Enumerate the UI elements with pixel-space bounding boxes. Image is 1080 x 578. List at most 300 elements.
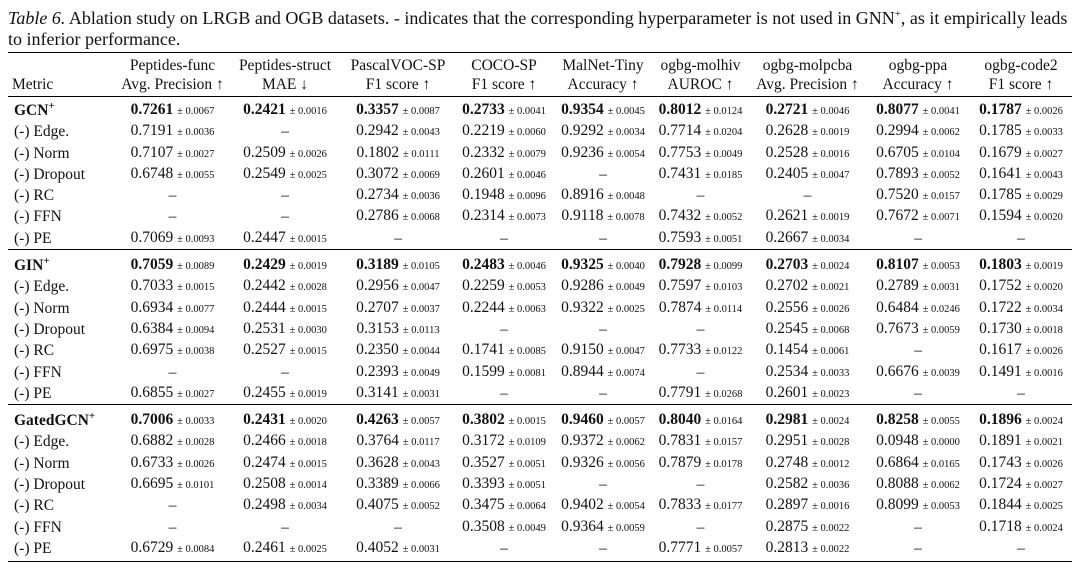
cell-value: 0.6975 [130,341,174,359]
cell-std: ± 0.0015 [508,416,546,428]
dataset-name: Peptides-func [129,57,216,74]
column-header [970,53,1072,97]
cell-value: – [599,320,607,338]
table-cell [749,164,866,185]
cell-value: 0.1722 [979,298,1022,316]
table-cell [970,250,1072,277]
cell-std: ± 0.0049 [402,367,440,379]
cell-value: 0.1718 [979,517,1022,535]
cell-std: ± 0.0041 [508,106,546,117]
dataset-name: ogbg-molhiv [660,57,741,74]
table-cell [749,250,866,277]
table-cell [454,121,554,142]
cell-std: ± 0.0036 [402,191,440,203]
table-cell [228,185,342,206]
cell-std: ± 0.0028 [289,282,327,294]
cell-value: 0.2528 [765,143,809,161]
cell-value: 0.2556 [765,298,809,316]
cell-std: ± 0.0027 [1025,480,1063,492]
row-label [8,121,117,142]
table-cell [117,185,228,206]
cell-std: ± 0.0027 [177,388,215,400]
column-header [554,53,652,97]
cell-value: 0.3172 [462,432,505,450]
metric-name: AUROC ↑ [667,76,734,93]
cell-std: ± 0.0026 [177,458,215,470]
cell-std: ± 0.0062 [922,480,960,492]
table-cell [342,431,454,452]
cell-value: 0.7520 [876,186,919,204]
cell-std: ± 0.0246 [922,303,960,315]
cell-value: 0.2431 [243,411,286,429]
cell-value: 0.9322 [561,298,604,316]
cell-std: ± 0.0022 [812,522,850,534]
cell-std: ± 0.0024 [812,416,850,428]
cell-value: 0.2393 [356,362,399,380]
table-cell [228,143,342,164]
cell-value: 0.7833 [658,496,702,514]
cell-value: 0.1617 [979,341,1022,359]
table-cell [454,143,554,164]
cell-std: ± 0.0043 [402,458,440,470]
cell-value: 0.2483 [462,256,505,274]
table-cell [342,298,454,319]
cell-std: ± 0.0015 [289,303,327,315]
cell-value: 0.6864 [876,453,919,471]
cell-value: 0.1641 [979,164,1022,182]
table-cell [342,276,454,297]
row-label-text: GCN [14,102,49,119]
cell-value: – [599,384,607,402]
cell-std: ± 0.0054 [607,501,645,513]
table-cell [228,362,342,383]
cell-value: 0.2259 [462,277,505,295]
cell-value: 0.2702 [765,277,809,295]
cell-value: – [803,187,812,205]
cell-value: 0.7059 [130,256,174,274]
cell-value: 0.7879 [658,453,702,471]
cell-value: 0.3357 [356,101,399,118]
cell-std: ± 0.0051 [508,480,546,492]
cell-value: 0.1679 [979,143,1022,161]
row-label [8,298,117,319]
cell-value: 0.2703 [765,256,809,274]
table-cell [117,495,228,516]
dataset-name: MalNet-Tiny [562,57,644,74]
cell-std: ± 0.0031 [922,282,960,294]
table-cell [749,453,866,474]
ablation-row [8,143,1072,164]
table-cell [866,495,970,516]
cell-std: ± 0.0021 [812,282,850,294]
row-label [8,143,117,164]
cell-value: 0.2531 [243,319,286,337]
cell-value: 0.9354 [561,101,604,118]
cell-std: ± 0.0015 [289,346,327,358]
table-cell [228,298,342,319]
cell-std: ± 0.0018 [289,437,327,449]
cell-value: 0.2444 [243,298,286,316]
table-cell [970,453,1072,474]
table-cell [866,228,970,250]
cell-std: ± 0.0049 [607,282,645,294]
table-cell [749,431,866,452]
table-cell [454,250,554,277]
cell-value: 0.2498 [243,496,286,514]
cell-std: ± 0.0041 [922,106,960,117]
cell-value: 0.2447 [243,228,286,246]
table-cell [342,97,454,122]
table-cell [749,538,866,562]
cell-value: – [500,320,508,338]
table-cell [454,453,554,474]
cell-std: ± 0.0049 [508,522,546,534]
cell-value: 0.2734 [356,186,399,204]
cell-value: 0.2601 [462,164,505,182]
cell-value: 0.7714 [658,122,702,140]
cell-value: 0.7431 [658,164,702,182]
cell-value: 0.2628 [765,122,809,140]
cell-value: 0.2534 [765,362,809,380]
cell-value: 0.2545 [765,319,809,337]
cell-value: 0.6705 [876,143,919,161]
table-cell [652,340,749,361]
cell-std: ± 0.0074 [607,367,645,379]
table-cell [228,474,342,495]
cell-std: ± 0.0025 [289,169,327,181]
row-label-text: (-) Norm [14,144,70,162]
cell-std: ± 0.0046 [508,261,546,273]
table-cell [866,517,970,538]
table-cell [342,250,454,277]
cell-std: ± 0.0124 [705,106,743,117]
dataset-name: PascalVOC-SP [350,57,446,74]
row-label-text: (-) RC [14,497,55,515]
table-cell [554,319,652,340]
cell-std: ± 0.0046 [508,169,546,181]
cell-value: 0.2405 [765,164,809,182]
cell-std: ± 0.0026 [1025,106,1063,117]
cell-std: ± 0.0036 [177,127,215,139]
cell-std: ± 0.0025 [289,543,327,555]
table-cell [749,185,866,206]
table-cell [652,185,749,206]
cell-std: ± 0.0077 [177,303,215,315]
metric-name: F1 score ↑ [365,76,431,93]
column-header [749,53,866,97]
cell-value: 0.9372 [561,432,604,450]
cell-value: – [281,363,289,381]
cell-value: 0.6748 [130,164,174,182]
cell-std: ± 0.0049 [705,148,743,160]
table-cell [970,474,1072,495]
cell-std: ± 0.0034 [289,501,327,513]
row-label-text: (-) PE [14,229,52,247]
cell-std: ± 0.0030 [289,324,327,336]
table-cell [749,276,866,297]
cell-value: 0.2667 [765,228,809,246]
cell-std: ± 0.0016 [1025,367,1063,379]
cell-std: ± 0.0093 [177,233,215,245]
table-cell [228,97,342,122]
cell-std: ± 0.0051 [508,458,546,470]
row-label [8,517,117,538]
table-cell [554,431,652,452]
cell-std: ± 0.0012 [812,458,850,470]
cell-std: ± 0.0027 [177,148,215,160]
cell-std: ± 0.0185 [705,169,743,181]
cell-std: ± 0.0015 [289,458,327,470]
dataset-name: Peptides-struct [238,57,332,74]
cell-std: ± 0.0109 [508,437,546,449]
table-cell [652,431,749,452]
cell-value: 0.8099 [876,496,919,514]
table-cell [652,228,749,250]
table-cell [342,164,454,185]
row-label [8,538,117,562]
cell-value: 0.2219 [462,122,505,140]
cell-value: 0.2466 [243,432,286,450]
cell-value: 0.2332 [462,143,505,161]
cell-value: 0.9118 [561,207,604,225]
column-header [866,53,970,97]
table-cell [228,383,342,405]
table-cell [970,121,1072,142]
table-cell [228,164,342,185]
cell-std: ± 0.0061 [812,346,850,358]
cell-value: 0.1741 [462,341,505,359]
cell-value: – [500,229,508,247]
table-cell [342,340,454,361]
caption-label: Table 6. [8,8,66,28]
row-label-text: (-) FFN [14,208,62,226]
cell-value: 0.2748 [765,453,809,471]
cell-value: 0.6484 [876,298,919,316]
table-cell [454,431,554,452]
table-cell [454,383,554,405]
row-label-text: GatedGCN [14,412,89,430]
cell-value: 0.1599 [462,362,505,380]
ablation-row [8,276,1072,297]
cell-value: 0.1491 [979,362,1022,380]
cell-value: 0.4052 [356,538,399,556]
cell-std: ± 0.0114 [705,303,743,315]
table-cell [652,276,749,297]
table-cell [117,517,228,538]
cell-value: – [914,229,922,247]
cell-value: – [1017,229,1025,247]
table-cell [970,340,1072,361]
cell-value: 0.2244 [462,298,505,316]
table-cell [749,340,866,361]
cell-std: ± 0.0122 [705,346,743,358]
table-cell [749,97,866,122]
table-cell [342,538,454,562]
ablation-row [8,431,1072,452]
table-cell [228,250,342,277]
cell-std: ± 0.0052 [922,169,960,181]
row-label-text: (-) RC [14,342,55,360]
table-cell [228,517,342,538]
cell-value: 0.6934 [130,298,174,316]
table-cell [454,517,554,538]
row-label [8,185,117,206]
cell-value: 0.7874 [658,298,702,316]
table-cell [554,340,652,361]
cell-value: – [696,187,705,205]
table-body [8,97,1072,562]
table-cell [454,97,554,122]
cell-std: ± 0.0029 [1025,191,1063,203]
cell-value: 0.2786 [356,207,399,225]
cell-std: ± 0.0046 [812,106,850,117]
table-cell [454,362,554,383]
cell-std: ± 0.0043 [1025,169,1063,181]
table-cell [554,121,652,142]
table-cell [866,340,970,361]
cell-value: 0.6676 [876,362,919,380]
cell-value: 0.7432 [658,207,702,225]
cell-std: ± 0.0033 [177,416,215,428]
cell-value: 0.2621 [765,207,809,225]
table-cell [970,495,1072,516]
row-label [8,97,117,122]
table-cell [342,362,454,383]
table-cell [749,298,866,319]
cell-value: 0.7191 [130,122,174,140]
cell-std: ± 0.0062 [922,127,960,139]
cell-value: – [281,187,289,205]
cell-value: 0.7791 [658,383,702,401]
table-cell [117,164,228,185]
dataset-name: ogbg-code2 [984,57,1058,74]
table-cell [117,319,228,340]
table-cell [652,121,749,142]
cell-value: 0.2789 [876,277,919,295]
cell-value: – [168,363,177,381]
table-cell [454,298,554,319]
cell-value: 0.3393 [462,475,505,493]
cell-value: 0.2509 [243,143,286,161]
table-cell [652,97,749,122]
cell-value: – [1017,539,1025,557]
cell-std: ± 0.0099 [705,261,743,273]
cell-value: – [281,208,289,226]
table-cell [454,538,554,562]
cell-value: 0.6384 [130,319,174,337]
cell-std: ± 0.0053 [922,501,960,513]
table-cell [652,474,749,495]
cell-std: ± 0.0016 [812,501,850,513]
cell-value: 0.6695 [130,475,174,493]
row-label [8,276,117,297]
cell-value: – [599,476,607,494]
cell-std: ± 0.0024 [812,261,850,273]
table-caption [8,8,1072,50]
table-cell [652,495,749,516]
row-label-text: (-) Dropout [14,476,86,494]
table-cell [652,298,749,319]
table-cell [970,319,1072,340]
table-cell [228,206,342,227]
ablation-row [8,164,1072,185]
cell-std: ± 0.0054 [607,148,645,160]
cell-value: 0.7033 [130,277,174,295]
table-cell [652,250,749,277]
cell-std: ± 0.0052 [705,212,743,224]
table-cell [117,121,228,142]
table-cell [117,206,228,227]
row-label-text: (-) FFN [14,363,62,381]
cell-std: ± 0.0028 [177,437,215,449]
row-label-text: (-) Edge. [14,123,70,141]
row-label [8,383,117,405]
table-cell [970,298,1072,319]
cell-value: 0.8944 [561,362,604,380]
row-label [8,405,117,432]
cell-value: 0.1454 [765,341,809,359]
cell-value: – [168,497,177,515]
table-cell [970,405,1072,432]
cell-value: 0.2813 [765,538,809,556]
cell-value: 0.1803 [979,256,1022,274]
table-cell [866,362,970,383]
table-cell [652,517,749,538]
cell-value: 0.1730 [979,319,1022,337]
cell-std: ± 0.0105 [402,261,440,273]
column-header [228,53,342,97]
cell-std: ± 0.0024 [1025,522,1063,534]
table-cell [554,276,652,297]
table-cell [652,405,749,432]
cell-std: ± 0.0031 [402,543,440,555]
table-cell [866,164,970,185]
cell-value: 0.2421 [243,101,286,118]
cell-std: ± 0.0019 [289,388,327,400]
cell-value: 0.2994 [876,122,919,140]
column-header [652,53,749,97]
cell-std: ± 0.0016 [289,106,327,117]
cell-std: ± 0.0104 [922,148,960,160]
cell-std: ± 0.0016 [812,148,850,160]
table-cell [454,405,554,432]
ablation-row [8,228,1072,250]
cell-value: 0.2733 [462,101,505,118]
cell-std: ± 0.0047 [607,346,645,358]
cell-value: 0.2455 [243,383,286,401]
table-cell [970,185,1072,206]
cell-std: ± 0.0178 [705,458,743,470]
cell-std: ± 0.0037 [402,303,440,315]
table-cell [554,143,652,164]
cell-value: 0.7069 [130,228,174,246]
cell-value: – [168,187,177,205]
cell-std: ± 0.0022 [812,543,850,555]
cell-value: – [500,539,508,557]
cell-std: ± 0.0081 [508,367,546,379]
row-label [8,250,117,277]
cell-std: ± 0.0019 [812,127,850,139]
cell-std: ± 0.0034 [1025,303,1063,315]
ablation-row [8,517,1072,538]
table-cell [554,164,652,185]
paper-page [8,8,1072,562]
table-cell [454,319,554,340]
table-cell [228,340,342,361]
table-cell [454,185,554,206]
cell-std: ± 0.0047 [812,169,850,181]
cell-std: ± 0.0060 [508,127,546,139]
